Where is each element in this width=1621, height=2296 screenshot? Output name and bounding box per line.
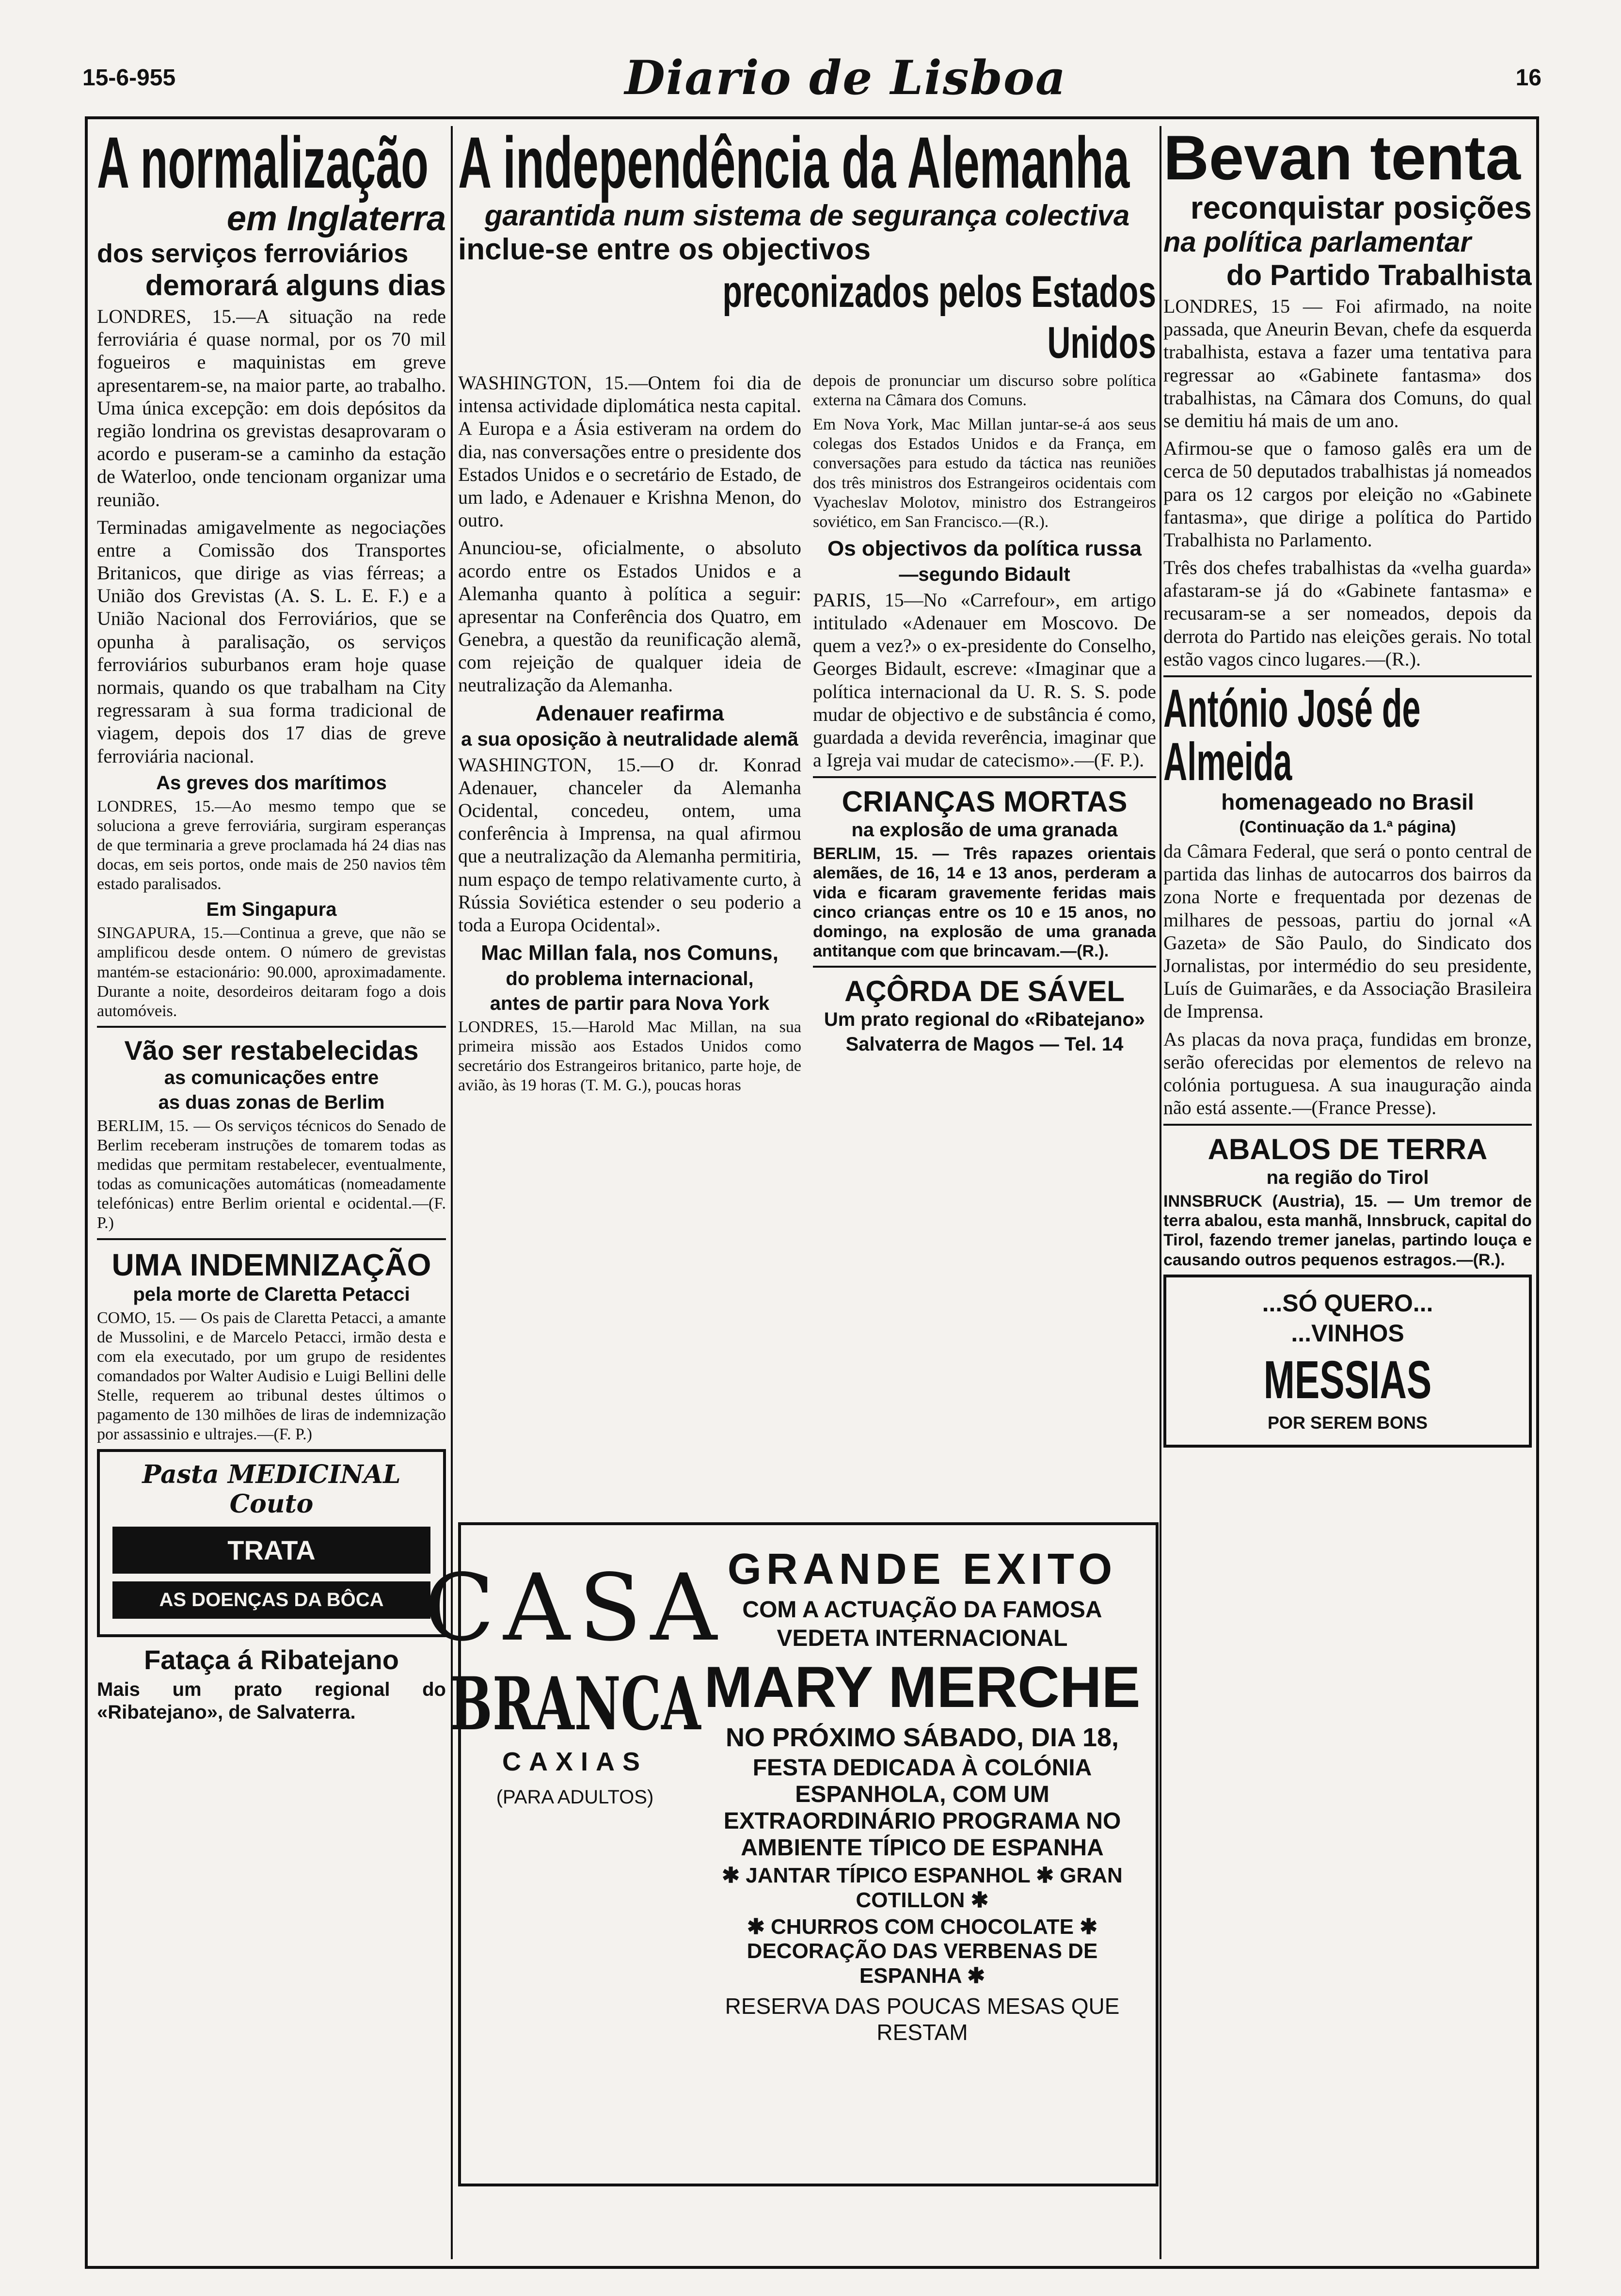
article-aj-almeida: da Câmara Federal, que será o ponto central de partida das linhas de autocarros dos bairros da zona Norte e frequentada por dezenas de milhares de pessoas, partiu do jornal «A Gazeta» de São Paulo, do Sindicato dos Jornalistas, por intermédio do seu presidente, Luís de Guimarães, e da Associação Brasileira de Imprensa. [1163, 840, 1532, 1022]
ad-casa-branca [424, 1522, 1159, 2186]
section-sub-petacci: pela morte de Claretta Petacci [133, 1283, 410, 1305]
ad-sabado: NO PRÓXIMO SÁBADO, DIA 18, [725, 1723, 1119, 1752]
column-left [97, 126, 446, 2259]
article-novayork: Em Nova York, Mac Millan juntar-se-á aos seus colegas dos Estados Unidos e da França, em conversações para estudo da táctica nas reuniões dos três ministros dos Estrangeiros ocidentais com Vyacheslav Molotov, ministro dos Estrangeiros soviético, em San Francisco.—(R.). [813, 415, 1156, 531]
masthead-date: 15-6-955 [82, 64, 176, 91]
masthead-page-number: 16 [1515, 64, 1542, 91]
ad-adultos: (PARA ADULTOS) [496, 1786, 654, 1808]
subhead-inclue: inclue-se entre os objectivos [458, 233, 871, 266]
article-adenauer: WASHINGTON, 15.—O dr. Konrad Adenauer, chanceler da Alemanha Ocidental, concedeu, ontem, uma conferência à Imprensa, na qual afirmou que a neutralização da Alemanha permitiria, num espaço de tempo relativamente curto, à Rússia Soviética estender o seu poderio a toda a Europa Ocidental». [458, 753, 801, 936]
section-sub-berlim: as duas zonas de Berlim [158, 1091, 385, 1113]
article-abalos: INNSBRUCK (Austria), 15. — Um tremor de terra abalou, esta manhã, Innsbruck, capital do Tirol, fazendo tremer janelas, partindo louça e causando outros pequenos estragos.—(R.). [1163, 1192, 1532, 1269]
column-center [458, 126, 1156, 1527]
masthead [82, 48, 1542, 107]
subhead-demorara: demorará alguns dias [145, 269, 446, 302]
subhead-garantida: garantida num sistema de segurança colectiva [484, 199, 1130, 232]
section-title-criancas: CRIANÇAS MORTAS [842, 785, 1128, 818]
section-sub-bidault: —segundo Bidault [899, 563, 1070, 585]
ad-pasta-logo: Pasta MEDICINAL Couto [142, 1460, 401, 1519]
ad-messias-quero: ...SÓ QUERO... [1262, 1289, 1433, 1317]
ad-branca-word: BRANCA [449, 1661, 701, 1747]
section-title-macmillan: Mac Millan fala, nos Comuns, [481, 941, 779, 965]
ad-acorda-line1: Um prato regional do «Ribatejano» [824, 1009, 1145, 1031]
section-title-abalos: ABALOS DE TERRA [1208, 1133, 1488, 1166]
section-sub-neutralidade: a sua oposição à neutralidade alemã [461, 728, 798, 750]
subhead-partido: do Partido Trabalhista [1226, 259, 1532, 291]
headline-normalizacao: A normalização [97, 126, 429, 203]
article-singapura: SINGAPURA, 15.—Continua a greve, que não se amplificou desde ontem. O número de grevistas mantém-se estacionário: 90.000, aproximadamente. Durante a noite, desordeiros deitaram fogo a dois automóveis. [97, 924, 446, 1020]
headline-inglaterra: em Inglaterra [226, 199, 446, 238]
section-title-greves: As greves dos marítimos [156, 772, 387, 794]
article-criancas: BERLIM, 15. — Três rapazes orientais alemães, de 16, 14 e 13 anos, perderam a vida e ficaram gravemente feridas mais cinco crianças entre os 10 e 15 anos, no domingo, na explosão de uma granada antitanque com que brincavam.—(R.). [813, 845, 1156, 960]
ad-grande-exito: GRANDE EXITO [727, 1545, 1117, 1594]
article-macmillan: LONDRES, 15.—Harold Mac Millan, na sua primeira missão aos Estados Unidos como secretário dos Estrangeiros britanico, parte hoje, de avião, às 19 horas (T. M. G.), poucas horas [458, 1018, 801, 1095]
section-sub-homenageado: homenageado no Brasil [1221, 789, 1474, 814]
ad-caxias-word: CAXIAS [502, 1747, 648, 1776]
article-petacci: COMO, 15. — Os pais de Claretta Petacci, a amante de Mussolini, e de Marcelo Petacci, irmão desta e com ela executado, por um grupo de residentes comandados por Walter Audisio e Luigi Bellini delle Stelle, requerem ao tribunal destes últimos o pagamento de 130 milhões de liras de indemnização por assassinio e ultrajes.—(F. P.) [97, 1308, 446, 1444]
section-sub-granada: na explosão de uma granada [851, 819, 1118, 841]
ad-messias [1163, 1275, 1532, 1448]
ad-churros: ✱ CHURROS COM CHOCOLATE ✱ DECORAÇÃO DAS VERBENAS DE ESPANHA ✱ [747, 1915, 1098, 1988]
ad-messias-bons: POR SEREM BONS [1267, 1412, 1428, 1433]
subhead-reconquistar: reconquistar posições [1190, 190, 1532, 225]
section-title-fataca: Fataça á Ribatejano [144, 1644, 399, 1675]
ad-reserva: RESERVA DAS POUCAS MESAS QUE RESTAM [725, 1993, 1120, 2045]
ad-festa: FESTA DEDICADA À COLÓNIA ESPANHOLA, COM UM EXTRAORDINÁRIO PROGRAMA NO AMBIENTE TÍPICO DE ESPANHA [723, 1755, 1121, 1861]
column-divider-1 [451, 126, 453, 2259]
section-sub-problema: do problema internacional, [506, 968, 754, 990]
ad-acorda-line2: Salvaterra de Magos — Tel. 14 [845, 1034, 1124, 1055]
ad-acorda-title: AÇÔRDA DE SÁVEL [844, 975, 1125, 1008]
divider [1163, 675, 1532, 677]
subhead-servicos: dos serviços ferroviários [97, 239, 409, 268]
masthead-title: Diario de Lisboa [624, 50, 1067, 105]
section-title-objectivos: Os objectivos da política russa [827, 536, 1142, 560]
column-right [1163, 126, 1532, 2259]
article-bidault: PARIS, 15—No «Carrefour», em artigo intitulado «Adenauer em Moscovo. De quem a vez?» o ex-presidente do Conselho, Georges Bidault, escreve: «Imaginar que a política internacional da U. R. S. S. pode mudar de objectivo e de substância é como, guardada a devida reverência, imaginar que a Igreja vai mudar de catecismo».—(F. P.). [813, 589, 1156, 771]
article-bevan-p3: Três dos chefes trabalhistas da «velha guarda» afastaram-se já do «Gabinete fantasma» e recusaram-se a ser nomeados, depois da derrota do Partido nas eleições gerais. No total estão vagos cinco lugares.—(R.). [1163, 557, 1532, 670]
section-sub-continuacao: (Continuação da 1.ª página) [1239, 818, 1456, 836]
article-fataca: Mais um prato regional do «Ribatejano», de Salvaterra. [97, 1679, 446, 1723]
ad-pasta-trata: TRATA [112, 1527, 430, 1574]
article-bevan-lead: LONDRES, 15 — Foi afirmado, na noite passada, que Aneurin Bevan, chefe da esquerda trabalhista, estava a fazer uma tentativa para regressar ao «Gabinete fantasma» dos trabalhistas, na Câmara dos Comuns, do qual se demitiu há mais de um ano. [1163, 295, 1532, 431]
article-normalizacao-p2: Terminadas amigavelmente as negociações entre a Comissão dos Transportes Britanicos, que dirige as vias férreas; a União dos Grevistas (A. S. L. E. F.) e a União Nacional dos Ferroviários, que se opunha à paralisação, os serviços ferroviários suburbanos eram hoje quase normais, quando os que trabalham na City regressaram à sua forma tradicional de viagem, depois dos 17 dias de greve ferroviária nacional. [97, 516, 446, 767]
ad-vedeta: VEDETA INTERNACIONAL [777, 1626, 1068, 1651]
divider [97, 1238, 446, 1240]
article-washington-lead: WASHINGTON, 15.—Ontem foi dia de intensa actividade diplomática nesta capital. A Europa e a Ásia estiveram na ordem do dia, nas conversações entre o presidente dos Estados Unidos e o secretário de Estado, de um lado, e Adenauer e Krishna Menon, do outro. [458, 372, 801, 531]
headline-independencia: A independência da Alemanha [458, 126, 1130, 203]
section-sub-tirol: na região do Tirol [1266, 1167, 1429, 1189]
subhead-preconizados: preconizados pelos Estados Unidos [722, 267, 1156, 367]
article-aj-almeida-p2: As placas da nova praça, fundidas em bronze, serão oferecidas por elementos de relevo na colónia portuguesa. A sua inauguração ainda não está assente.—(France Presse). [1163, 1028, 1532, 1119]
article-bevan-p2: Afirmou-se que o famoso galês era um de cerca de 50 deputados trabalhistas já nomeados para os 12 cargos por eleição no «Gabinete fantasma», que dirige a política do Partido Trabalhista no Parlamento. [1163, 437, 1532, 551]
article-washington-p2: Anunciou-se, oficialmente, o absoluto acordo entre os Estados Unidos e a Alemanha quanto à política a seguir: apresentar na Conferência dos Quatro, em Genebra, a questão da reunificação alemã, com rejeição de qualquer ideia de neutralização da Alemanha. [458, 537, 801, 696]
ad-mary-merche: MARY MERCHE [704, 1655, 1141, 1720]
section-title-singapura: Em Singapura [206, 899, 337, 921]
article-normalizacao-lead: LONDRES, 15.—A situação na rede ferroviária é quase normal, por os 70 mil fogueiros e maquinistas em greve apresentarem-se, na maior parte, ao trabalho. Uma única excepção: em dois depósitos da região londrina os grevistas desaprovaram o acordo e puseram-se a caminho da estação de Waterloo, onde tencionam organizar uma reunião. [97, 305, 446, 510]
section-sub-comunicacoes: as comunicações entre [164, 1067, 379, 1088]
ad-pasta-doencas: AS DOENÇAS DA BÔCA [112, 1581, 430, 1619]
ad-messias-brand: MESSIAS [1263, 1350, 1432, 1410]
ad-messias-vinhos: ...VINHOS [1291, 1319, 1404, 1347]
divider [813, 776, 1156, 778]
divider [813, 966, 1156, 968]
article-greves: LONDRES, 15.—Ao mesmo tempo que se soluciona a greve ferroviária, surgiram esperanças de que terminaria a greve proclamada há 24 dias nas docas, em seis portos, onde mais de 250 navios têm estado paralisados. [97, 797, 446, 893]
section-title-restabelecidas: Vão ser restabelecidas [124, 1035, 419, 1066]
ad-pasta-medicinal [97, 1449, 446, 1637]
subhead-politica: na política parlamentar [1163, 226, 1471, 258]
column-divider-2 [1160, 126, 1161, 2259]
section-sub-novayork: antes de partir para Nova York [490, 993, 770, 1015]
divider [1163, 1124, 1532, 1126]
divider [97, 1026, 446, 1028]
section-title-indemnizacao: UMA INDEMNIZAÇÃO [111, 1247, 431, 1282]
ad-casa-word: CASA [424, 1554, 726, 1661]
article-berlim: BERLIM, 15. — Os serviços técnicos do Senado de Berlim receberam instruções de tomarem todas as medidas que permitam restabelecer, eventualmente, todas as comunicações automáticas (nomeadamente telefónicas) entre Berlim oriental e ocidental.—(F. P.) [97, 1116, 446, 1232]
ad-actuacao: COM A ACTUAÇÃO DA FAMOSA [742, 1597, 1102, 1623]
section-title-aj-almeida: António José de Almeida [1163, 679, 1421, 792]
ad-casa-right [689, 1525, 1156, 2184]
section-title-adenauer: Adenauer reafirma [535, 701, 724, 725]
ad-casa-left [424, 1525, 726, 2184]
ad-jantar: ✱ JANTAR TÍPICO ESPANHOL ✱ GRAN COTILLON ✱ [722, 1864, 1123, 1912]
headline-bevan: Bevan tenta [1163, 126, 1521, 193]
article-comuns: depois de pronunciar um discurso sobre política externa na Câmara dos Comuns. [813, 372, 1156, 410]
